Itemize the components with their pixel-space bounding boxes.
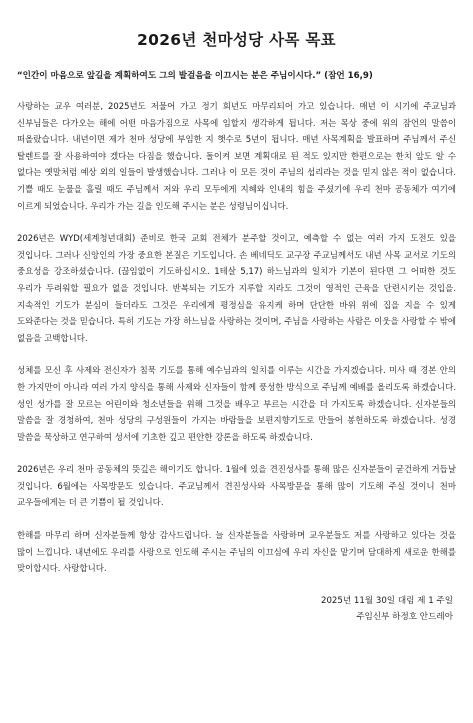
- paragraph-4: 2026년은 우리 천마 공동체의 뜻깊은 해이기도 합니다. 1월에 있을 견진성사를 통해 많은 신자분들이 굳건하게 거듭날 것입니다. 6월에는 사목방문도 있습니다. 주교님께서 견진성사와 사목방문을 통해 많이 기도해 주실 것이니 천마 교우들에게는 더 큰 기쁨이 될 것입니다.: [17, 464, 456, 508]
- document-title: 2026년 천마성당 사목 목표: [137, 31, 336, 49]
- paragraph-2: 2026년은 WYD(세계청년대회) 준비로 한국 교회 전체가 분주할 것이고, 예측할 수 없는 여러 가지 도전도 있을 것입니다. 그러나 신앙인의 가장 중요한 본질은 기도입니다. 손 베네딕도 교구장 주교님께서도 내년 사목 교서로 기도의 중요성을 강조하셨습니다. (끊임없이 기도하십시오. 1테살 5,17) 하느님과의 일치가 기본이 된다면 그 어떠한 것도 우리가 두려워할 필요가 없을 것입니다. 반복되는 기도가 지루할 지라도 그것이 영적인 근육을 단련시키는 것입을. 지속적인 기도가 분심이 들더라도 그것은 우리에게 평정심을 유지케 하며 단단한 바위 위에 집을 지을 수 있게 도와준다는 것을 믿습니다. 특히 기도는 가장 하느님을 사랑하는 것이며, 주님을 사랑하는 사람은 이웃을 사랑할 수 밖에 없음을 고백합니다.: [17, 233, 456, 343]
- date-line: 2025년 11월 30일 대림 제 1 주일: [320, 595, 453, 606]
- paragraph-1: 사랑하는 교우 여러분, 2025년도 저물어 가고 정기 회년도 마무리되어 가고 있습니다. 매년 이 시기에 주교님과 신부님들은 다가오는 해에 어떤 마음가짐으로 사목에 임할지 생각하게 됩니다. 저는 목상 중에 위의 잠언의 말씀이 떠올랐습니다. 내년이면 제가 천마 성당에 부임한 지 햇수로 5년이 됩니다. 매년 사목계획을 발표하며 주님께서 주신 탈렌트를 잘 사용하여야 겠다는 다짐을 했습니다. 돌이켜 보면 계획대로 된 적도 있지만 한편으로는 한치 앞도 알 수 없다는 옛말처럼 예상 외의 일들이 발생했습니다. 그러나 이 모든 것이 주님의 섭리라는 것을 믿지 않은 적이 없습니다. 기쁠 때도 눈물을 흘릴 때도 주님께서 저와 우리 모두에게 지혜와 인내의 힘을 주셨기에 우리 천마 공동체가 여기에 이르게 되었습니다. 우리가 가는 길을 인도해 주시는 분은 성령님이십니다.: [17, 101, 456, 211]
- signature: 주임신부 하정호 안드레아: [356, 612, 453, 623]
- scripture-verse: “인간이 마음으로 앞길을 계획하여도 그의 발걸음을 이끄시는 분은 주님이시다.” (잠언 16,9): [17, 71, 373, 81]
- paragraph-3: 성체를 모신 후 사제와 전신자가 침묵 기도를 통해 예수님과의 일치를 이루는 시간을 가지겠습니다. 미사 때 경본 안의 한 가지만이 아니라 여러 가지 양식을 통해 사제와 신자들이 함께 풍성한 방식으로 주님께 예배를 올리도록 하겠습니다. 성인 성가를 잘 모르는 어린이와 청소년들을 위해 그것을 배우고 부르는 시간을 더 가지도록 하겠습니다. 신자분들의 말씀을 잘 경청하여, 천마 성당의 구성원들이 가지는 바람들을 보편지향기도로 만들어 봉헌하도록 하겠습니다. 성경 말씀을 묵상하고 연구하여 성서에 기초한 깊고 편안한 강론을 하도록 하겠습니다.: [17, 365, 456, 442]
- paragraph-5: 한해를 마무리 하며 신자분들께 항상 감사드립니다. 늘 신자분들을 사랑하며 교우분들도 저를 사랑하고 있다는 것을 많이 느낍니다. 내년에도 우리를 사랑으로 인도해 주시는 주님의 이끄심에 우리 자신을 맡기며 담대하게 새로운 한해를 맞이합시다. 사랑합니다.: [17, 530, 456, 574]
- signature-block: [17, 593, 456, 626]
